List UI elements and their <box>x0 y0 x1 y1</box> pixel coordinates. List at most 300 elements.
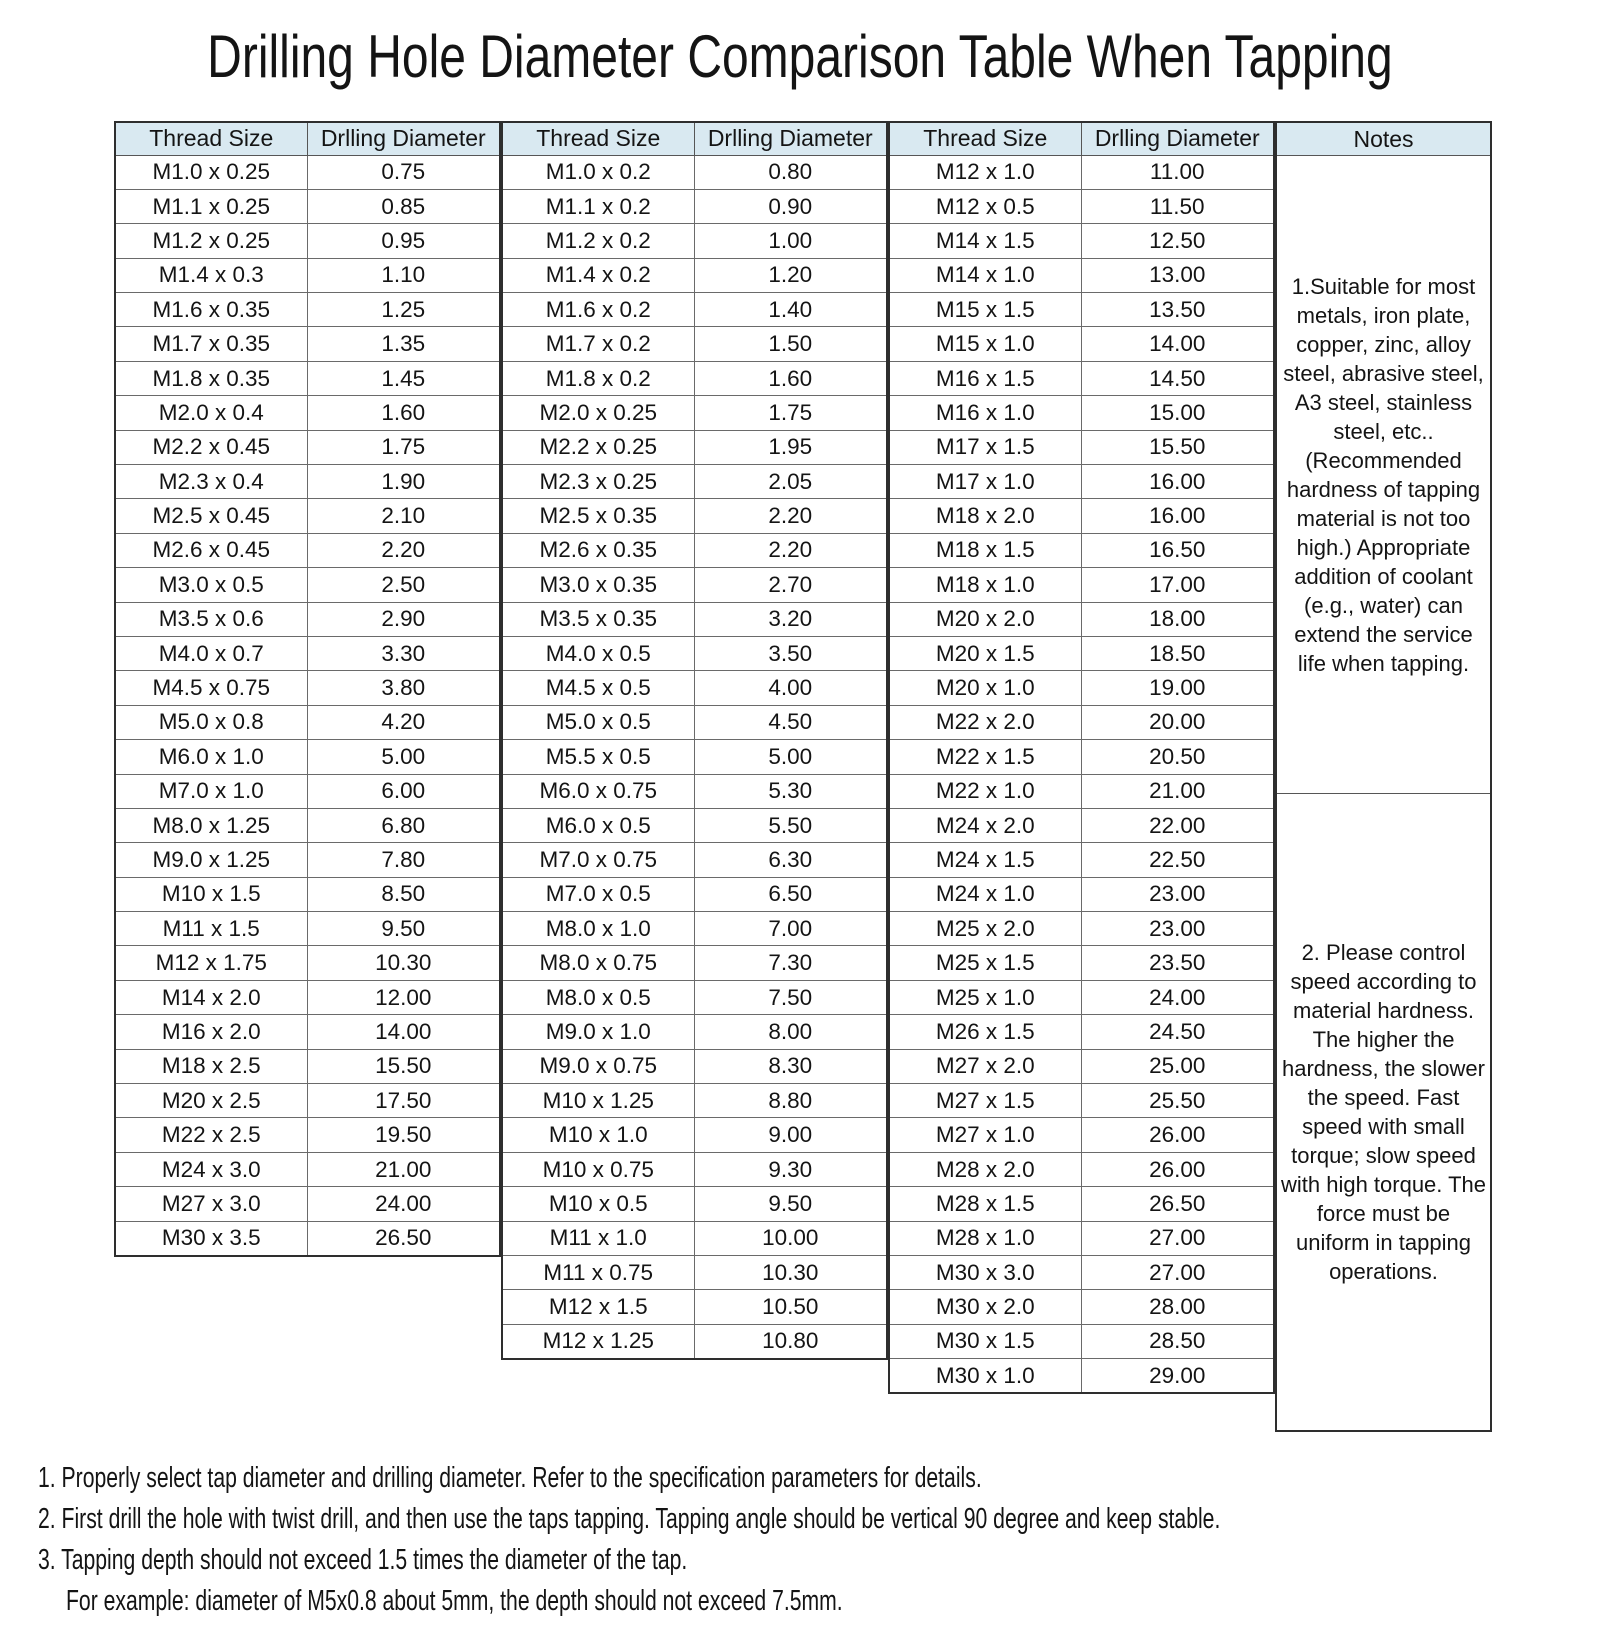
drill-diameter-cell: 8.30 <box>694 1049 887 1083</box>
footer-note-3: 3. Tapping depth should not exceed 1.5 times the diameter of the tap. <box>38 1544 688 1576</box>
table-row <box>889 980 1274 1014</box>
table-row <box>115 155 500 189</box>
thread-size-cell: M24 x 1.5 <box>889 843 1081 877</box>
drill-diameter-cell: 12.50 <box>1081 224 1274 258</box>
thread-size-cell: M20 x 1.5 <box>889 636 1081 670</box>
page-title <box>0 0 1600 91</box>
drill-diameter-cell: 3.80 <box>307 671 500 705</box>
thread-size-cell: M8.0 x 1.25 <box>115 808 307 842</box>
table-row <box>115 499 500 533</box>
drill-diameter-cell: 1.75 <box>307 430 500 464</box>
table-row <box>115 293 500 327</box>
table-row <box>889 568 1274 602</box>
drill-diameter-cell: 21.00 <box>1081 774 1274 808</box>
table-row <box>889 705 1274 739</box>
drill-diameter-cell: 5.50 <box>694 808 887 842</box>
thread-size-cell: M30 x 3.0 <box>889 1256 1081 1290</box>
thread-size-cell: M14 x 1.0 <box>889 258 1081 292</box>
drill-diameter-cell: 11.00 <box>1081 155 1274 189</box>
thread-size-cell: M26 x 1.5 <box>889 1015 1081 1049</box>
thread-size-cell: M5.0 x 0.8 <box>115 705 307 739</box>
table-row <box>889 1049 1274 1083</box>
thread-table-group-1 <box>114 121 501 1257</box>
drill-diameter-cell: 1.00 <box>694 224 887 258</box>
page-title-text: Drilling Hole Diameter Comparison Table When Tapping <box>207 23 1393 90</box>
thread-size-cell: M5.0 x 0.5 <box>502 705 694 739</box>
table-row <box>889 877 1274 911</box>
drill-diameter-cell: 1.60 <box>694 361 887 395</box>
drill-diameter-cell: 24.00 <box>1081 980 1274 1014</box>
thread-size-cell: M16 x 2.0 <box>115 1015 307 1049</box>
thread-size-cell: M30 x 1.0 <box>889 1359 1081 1393</box>
drill-diameter-cell: 17.00 <box>1081 568 1274 602</box>
table-row <box>115 533 500 567</box>
drill-diameter-cell: 16.00 <box>1081 465 1274 499</box>
thread-size-cell: M27 x 1.0 <box>889 1118 1081 1152</box>
table-row <box>502 361 887 395</box>
col-header-thread-size: Thread Size <box>889 122 1081 155</box>
thread-size-cell: M1.8 x 0.35 <box>115 361 307 395</box>
thread-size-cell: M2.6 x 0.45 <box>115 533 307 567</box>
table-row <box>502 155 887 189</box>
thread-size-cell: M2.0 x 0.4 <box>115 396 307 430</box>
drill-diameter-cell: 4.50 <box>694 705 887 739</box>
table-row <box>502 499 887 533</box>
table-row <box>889 1359 1274 1393</box>
col-header-drilling-diameter: Drlling Diameter <box>307 122 500 155</box>
thread-size-cell: M11 x 0.75 <box>502 1256 694 1290</box>
drill-diameter-cell: 1.50 <box>694 327 887 361</box>
thread-size-cell: M1.0 x 0.25 <box>115 155 307 189</box>
thread-size-cell: M4.5 x 0.75 <box>115 671 307 705</box>
notes-cell-1: 1.Suitable for most metals, iron plate, copper, zinc, alloy steel, abrasive steel, A3 steel, stainless steel, etc..(Recommended hardness of tapping material is not too high.) Appropriate addition of coolant (e.g., water) can extend the service life when tapping. <box>1283 273 1484 676</box>
thread-size-cell: M30 x 1.5 <box>889 1324 1081 1358</box>
table-row <box>115 843 500 877</box>
thread-size-cell: M6.0 x 1.0 <box>115 740 307 774</box>
thread-size-cell: M9.0 x 0.75 <box>502 1049 694 1083</box>
thread-size-cell: M22 x 1.5 <box>889 740 1081 774</box>
table-row <box>889 602 1274 636</box>
thread-size-cell: M14 x 2.0 <box>115 980 307 1014</box>
drill-diameter-cell: 7.30 <box>694 946 887 980</box>
thread-size-cell: M5.5 x 0.5 <box>502 740 694 774</box>
table-row <box>115 430 500 464</box>
thread-size-cell: M22 x 2.0 <box>889 705 1081 739</box>
thread-size-cell: M7.0 x 1.0 <box>115 774 307 808</box>
table-row <box>115 189 500 223</box>
thread-size-cell: M17 x 1.5 <box>889 430 1081 464</box>
col-header-drilling-diameter: Drlling Diameter <box>1081 122 1274 155</box>
table-row <box>502 705 887 739</box>
thread-size-cell: M2.0 x 0.25 <box>502 396 694 430</box>
table-row <box>889 1221 1274 1255</box>
drill-diameter-cell: 2.10 <box>307 499 500 533</box>
col-header-notes: Notes <box>1277 123 1490 156</box>
table-row <box>115 602 500 636</box>
thread-size-cell: M6.0 x 0.75 <box>502 774 694 808</box>
table-row <box>502 1152 887 1186</box>
table-row <box>889 1084 1274 1118</box>
thread-size-cell: M9.0 x 1.25 <box>115 843 307 877</box>
drill-diameter-cell: 13.00 <box>1081 258 1274 292</box>
thread-size-cell: M4.0 x 0.5 <box>502 636 694 670</box>
thread-size-cell: M24 x 1.0 <box>889 877 1081 911</box>
thread-table-group-3 <box>888 121 1275 1394</box>
thread-size-cell: M8.0 x 0.75 <box>502 946 694 980</box>
footer-notes <box>38 1458 1600 1622</box>
table-row <box>115 980 500 1014</box>
table-row <box>502 671 887 705</box>
table-row <box>115 740 500 774</box>
thread-size-cell: M9.0 x 1.0 <box>502 1015 694 1049</box>
thread-size-cell: M1.7 x 0.2 <box>502 327 694 361</box>
table-row <box>889 293 1274 327</box>
drill-diameter-cell: 5.00 <box>307 740 500 774</box>
thread-size-cell: M20 x 2.0 <box>889 602 1081 636</box>
drill-diameter-cell: 1.40 <box>694 293 887 327</box>
drill-diameter-cell: 8.50 <box>307 877 500 911</box>
table-row <box>115 946 500 980</box>
drill-diameter-cell: 10.80 <box>694 1324 887 1358</box>
drill-diameter-cell: 9.50 <box>694 1187 887 1221</box>
table-row <box>889 1290 1274 1324</box>
drill-diameter-cell: 1.45 <box>307 361 500 395</box>
drill-diameter-cell: 3.50 <box>694 636 887 670</box>
drill-diameter-cell: 26.50 <box>1081 1187 1274 1221</box>
thread-size-cell: M18 x 2.5 <box>115 1049 307 1083</box>
header-row <box>889 122 1274 155</box>
thread-size-cell: M27 x 2.0 <box>889 1049 1081 1083</box>
table-row <box>502 396 887 430</box>
drill-diameter-cell: 0.85 <box>307 189 500 223</box>
table-row <box>115 1118 500 1152</box>
table-row <box>115 396 500 430</box>
drill-diameter-cell: 7.80 <box>307 843 500 877</box>
table-row <box>502 293 887 327</box>
table-row <box>502 1187 887 1221</box>
table-row <box>889 912 1274 946</box>
col-header-drilling-diameter: Drlling Diameter <box>694 122 887 155</box>
table-row <box>115 1015 500 1049</box>
drill-diameter-cell: 1.10 <box>307 258 500 292</box>
drill-diameter-cell: 10.00 <box>694 1221 887 1255</box>
table-row <box>889 740 1274 774</box>
thread-size-cell: M10 x 1.25 <box>502 1084 694 1118</box>
drill-diameter-cell: 6.50 <box>694 877 887 911</box>
drill-diameter-cell: 16.00 <box>1081 499 1274 533</box>
drill-diameter-cell: 12.00 <box>307 980 500 1014</box>
drill-diameter-cell: 20.50 <box>1081 740 1274 774</box>
table-row <box>889 774 1274 808</box>
table-row <box>502 877 887 911</box>
drill-diameter-cell: 2.90 <box>307 602 500 636</box>
thread-size-cell: M25 x 1.0 <box>889 980 1081 1014</box>
thread-size-cell: M10 x 0.75 <box>502 1152 694 1186</box>
thread-size-cell: M7.0 x 0.75 <box>502 843 694 877</box>
drill-diameter-cell: 14.00 <box>307 1015 500 1049</box>
thread-size-cell: M7.0 x 0.5 <box>502 877 694 911</box>
drill-diameter-cell: 1.60 <box>307 396 500 430</box>
footer-note-3-example: For example: diameter of M5x0.8 about 5mm, the depth should not exceed 7.5mm. <box>66 1585 843 1617</box>
table-row <box>115 1084 500 1118</box>
table-row <box>502 1049 887 1083</box>
drill-diameter-cell: 26.00 <box>1081 1118 1274 1152</box>
table-row <box>502 1084 887 1118</box>
thread-size-cell: M16 x 1.0 <box>889 396 1081 430</box>
drill-diameter-cell: 21.00 <box>307 1152 500 1186</box>
thread-size-cell: M1.6 x 0.35 <box>115 293 307 327</box>
thread-size-cell: M3.5 x 0.6 <box>115 602 307 636</box>
table-row <box>115 224 500 258</box>
drill-diameter-cell: 15.50 <box>307 1049 500 1083</box>
drill-diameter-cell: 6.80 <box>307 808 500 842</box>
thread-size-cell: M14 x 1.5 <box>889 224 1081 258</box>
thread-size-cell: M2.5 x 0.35 <box>502 499 694 533</box>
thread-size-cell: M1.1 x 0.25 <box>115 189 307 223</box>
table-row <box>889 396 1274 430</box>
drill-diameter-cell: 1.90 <box>307 465 500 499</box>
drill-diameter-cell: 9.30 <box>694 1152 887 1186</box>
thread-size-cell: M2.6 x 0.35 <box>502 533 694 567</box>
notes-column <box>1275 121 1492 1432</box>
drill-diameter-cell: 19.50 <box>307 1118 500 1152</box>
thread-size-cell: M1.6 x 0.2 <box>502 293 694 327</box>
drill-diameter-cell: 14.50 <box>1081 361 1274 395</box>
thread-size-cell: M22 x 1.0 <box>889 774 1081 808</box>
drill-diameter-cell: 25.50 <box>1081 1084 1274 1118</box>
table-row <box>115 1049 500 1083</box>
table-row <box>115 465 500 499</box>
thread-size-cell: M16 x 1.5 <box>889 361 1081 395</box>
table-row <box>889 1118 1274 1152</box>
thread-size-cell: M4.5 x 0.5 <box>502 671 694 705</box>
drill-diameter-cell: 1.95 <box>694 430 887 464</box>
table-row <box>115 1152 500 1186</box>
table-row <box>889 499 1274 533</box>
thread-size-cell: M1.2 x 0.2 <box>502 224 694 258</box>
thread-size-cell: M22 x 2.5 <box>115 1118 307 1152</box>
table-row <box>502 774 887 808</box>
table-row <box>115 705 500 739</box>
drill-diameter-cell: 6.30 <box>694 843 887 877</box>
thread-size-cell: M4.0 x 0.7 <box>115 636 307 670</box>
thread-size-cell: M30 x 3.5 <box>115 1221 307 1255</box>
thread-size-cell: M24 x 2.0 <box>889 808 1081 842</box>
thread-size-cell: M3.5 x 0.35 <box>502 602 694 636</box>
thread-size-cell: M2.2 x 0.25 <box>502 430 694 464</box>
thread-size-cell: M2.2 x 0.45 <box>115 430 307 464</box>
drill-diameter-cell: 10.50 <box>694 1290 887 1324</box>
drill-diameter-cell: 1.75 <box>694 396 887 430</box>
thread-size-cell: M17 x 1.0 <box>889 465 1081 499</box>
thread-size-cell: M12 x 1.5 <box>502 1290 694 1324</box>
table-row <box>502 843 887 877</box>
thread-size-cell: M2.3 x 0.25 <box>502 465 694 499</box>
drill-diameter-cell: 7.50 <box>694 980 887 1014</box>
table-row <box>115 671 500 705</box>
drill-diameter-cell: 27.00 <box>1081 1256 1274 1290</box>
drill-diameter-cell: 10.30 <box>694 1256 887 1290</box>
thread-size-cell: M30 x 2.0 <box>889 1290 1081 1324</box>
table-row <box>889 1152 1274 1186</box>
col-header-thread-size: Thread Size <box>502 122 694 155</box>
drill-diameter-cell: 6.00 <box>307 774 500 808</box>
drill-diameter-cell: 3.30 <box>307 636 500 670</box>
table-row <box>889 1187 1274 1221</box>
drill-diameter-cell: 15.50 <box>1081 430 1274 464</box>
thread-size-cell: M15 x 1.5 <box>889 293 1081 327</box>
thread-size-cell: M28 x 1.5 <box>889 1187 1081 1221</box>
thread-size-cell: M15 x 1.0 <box>889 327 1081 361</box>
thread-size-cell: M1.7 x 0.35 <box>115 327 307 361</box>
drill-diameter-cell: 0.95 <box>307 224 500 258</box>
thread-size-cell: M8.0 x 0.5 <box>502 980 694 1014</box>
drill-diameter-cell: 29.00 <box>1081 1359 1274 1393</box>
thread-size-cell: M11 x 1.0 <box>502 1221 694 1255</box>
table-row <box>115 877 500 911</box>
table-row <box>115 808 500 842</box>
thread-size-cell: M25 x 1.5 <box>889 946 1081 980</box>
table-row <box>502 258 887 292</box>
drill-diameter-cell: 2.20 <box>694 499 887 533</box>
drill-diameter-cell: 4.20 <box>307 705 500 739</box>
drill-diameter-cell: 1.25 <box>307 293 500 327</box>
drill-diameter-cell: 20.00 <box>1081 705 1274 739</box>
drill-diameter-cell: 22.00 <box>1081 808 1274 842</box>
thread-size-cell: M2.3 x 0.4 <box>115 465 307 499</box>
table-row <box>502 1118 887 1152</box>
thread-size-cell: M10 x 0.5 <box>502 1187 694 1221</box>
drill-diameter-cell: 23.00 <box>1081 877 1274 911</box>
table-row <box>502 740 887 774</box>
drill-diameter-cell: 14.00 <box>1081 327 1274 361</box>
footer-note-1: 1. Properly select tap diameter and drilling diameter. Refer to the specification parameters for details. <box>38 1462 982 1494</box>
table-row <box>889 189 1274 223</box>
thread-size-cell: M25 x 2.0 <box>889 912 1081 946</box>
notes-cell-2: 2. Please control speed according to material hardness. The higher the hardness, the slower the speed. Fast speed with small torque; slow speed with high torque. The force must be uniform in tapping operations. <box>1277 793 1490 1430</box>
drill-diameter-cell: 16.50 <box>1081 533 1274 567</box>
drill-diameter-cell: 2.20 <box>694 533 887 567</box>
drill-diameter-cell: 0.75 <box>307 155 500 189</box>
table-row <box>115 774 500 808</box>
table-row <box>502 912 887 946</box>
table-row <box>502 1324 887 1358</box>
table-row <box>502 808 887 842</box>
table-row <box>502 1015 887 1049</box>
col-header-thread-size: Thread Size <box>115 122 307 155</box>
drill-diameter-cell: 13.50 <box>1081 293 1274 327</box>
table-row <box>889 1324 1274 1358</box>
thread-size-cell: M2.5 x 0.45 <box>115 499 307 533</box>
table-row <box>889 155 1274 189</box>
thread-size-cell: M6.0 x 0.5 <box>502 808 694 842</box>
header-row <box>502 122 887 155</box>
drill-diameter-cell: 8.00 <box>694 1015 887 1049</box>
table-row <box>502 189 887 223</box>
drill-diameter-cell: 17.50 <box>307 1084 500 1118</box>
table-row <box>115 912 500 946</box>
table-row <box>889 465 1274 499</box>
drill-diameter-cell: 28.50 <box>1081 1324 1274 1358</box>
table-row <box>502 980 887 1014</box>
drill-diameter-cell: 0.80 <box>694 155 887 189</box>
table-row <box>502 465 887 499</box>
drill-diameter-cell: 2.50 <box>307 568 500 602</box>
thread-size-cell: M24 x 3.0 <box>115 1152 307 1186</box>
drill-diameter-cell: 9.00 <box>694 1118 887 1152</box>
thread-size-cell: M11 x 1.5 <box>115 912 307 946</box>
thread-size-cell: M27 x 1.5 <box>889 1084 1081 1118</box>
table-row <box>502 224 887 258</box>
table-row <box>502 602 887 636</box>
drill-diameter-cell: 23.00 <box>1081 912 1274 946</box>
header-row <box>115 122 500 155</box>
thread-size-cell: M3.0 x 0.5 <box>115 568 307 602</box>
table-row <box>115 1187 500 1221</box>
table-row <box>889 1015 1274 1049</box>
thread-size-cell: M3.0 x 0.35 <box>502 568 694 602</box>
table-row <box>889 636 1274 670</box>
drill-diameter-cell: 26.50 <box>307 1221 500 1255</box>
drill-diameter-cell: 11.50 <box>1081 189 1274 223</box>
thread-size-cell: M10 x 1.0 <box>502 1118 694 1152</box>
thread-size-cell: M20 x 2.5 <box>115 1084 307 1118</box>
thread-table-group-2 <box>501 121 888 1360</box>
table-row <box>115 361 500 395</box>
drill-diameter-cell: 2.20 <box>307 533 500 567</box>
thread-size-cell: M1.1 x 0.2 <box>502 189 694 223</box>
table-row <box>502 430 887 464</box>
drill-diameter-cell: 3.20 <box>694 602 887 636</box>
table-row <box>502 946 887 980</box>
drill-diameter-cell: 10.30 <box>307 946 500 980</box>
table-row <box>502 1290 887 1324</box>
thread-size-cell: M12 x 1.75 <box>115 946 307 980</box>
drill-diameter-cell: 24.50 <box>1081 1015 1274 1049</box>
table-row <box>889 671 1274 705</box>
thread-size-cell: M18 x 1.0 <box>889 568 1081 602</box>
thread-size-cell: M1.2 x 0.25 <box>115 224 307 258</box>
thread-size-cell: M20 x 1.0 <box>889 671 1081 705</box>
thread-size-cell: M10 x 1.5 <box>115 877 307 911</box>
drill-diameter-cell: 26.00 <box>1081 1152 1274 1186</box>
table-row <box>889 1256 1274 1290</box>
thread-size-cell: M8.0 x 1.0 <box>502 912 694 946</box>
drill-diameter-cell: 5.00 <box>694 740 887 774</box>
table-row <box>115 568 500 602</box>
thread-size-cell: M1.4 x 0.3 <box>115 258 307 292</box>
table-row <box>502 636 887 670</box>
drill-diameter-cell: 18.00 <box>1081 602 1274 636</box>
table-row <box>115 258 500 292</box>
drill-diameter-cell: 22.50 <box>1081 843 1274 877</box>
thread-size-cell: M1.8 x 0.2 <box>502 361 694 395</box>
drill-diameter-cell: 9.50 <box>307 912 500 946</box>
drill-diameter-cell: 1.35 <box>307 327 500 361</box>
table-row <box>502 568 887 602</box>
drill-diameter-cell: 23.50 <box>1081 946 1274 980</box>
thread-size-cell: M1.4 x 0.2 <box>502 258 694 292</box>
table-row <box>502 1256 887 1290</box>
thread-size-cell: M18 x 2.0 <box>889 499 1081 533</box>
drill-diameter-cell: 0.90 <box>694 189 887 223</box>
table-row <box>502 1221 887 1255</box>
table-row <box>889 533 1274 567</box>
drill-diameter-cell: 7.00 <box>694 912 887 946</box>
table-row <box>115 1221 500 1255</box>
thread-size-cell: M27 x 3.0 <box>115 1187 307 1221</box>
drill-diameter-cell: 4.00 <box>694 671 887 705</box>
